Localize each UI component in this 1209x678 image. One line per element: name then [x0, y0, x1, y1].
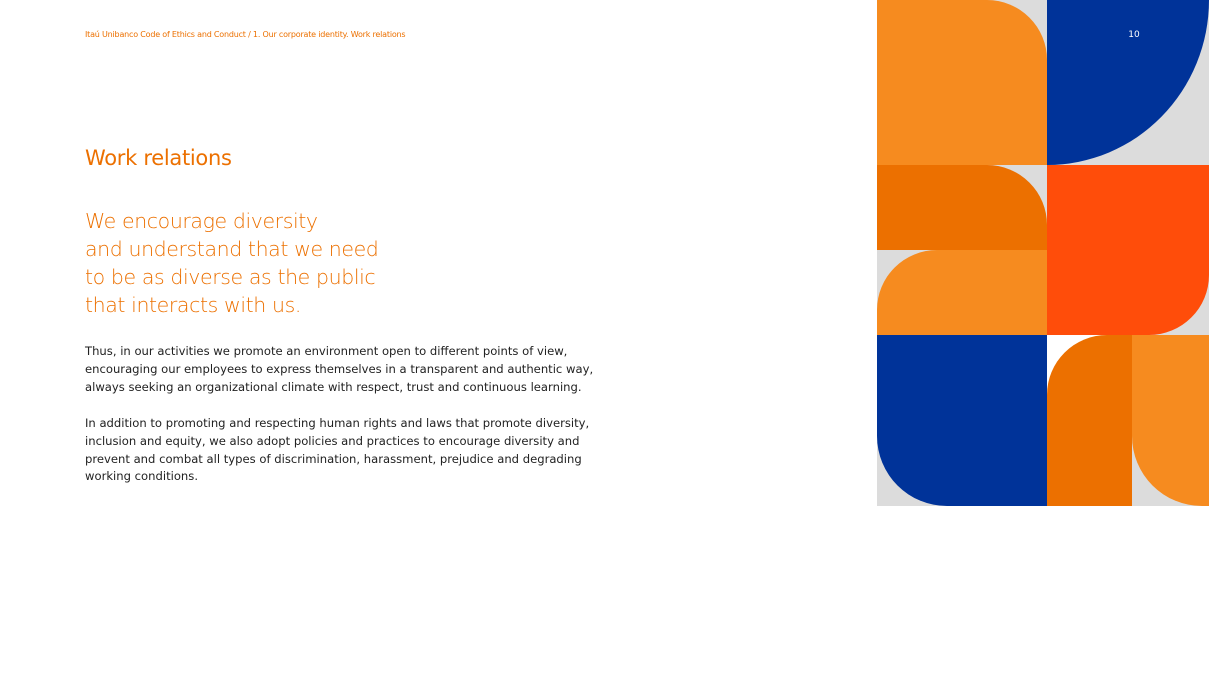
- lead-line: We encourage diversity: [85, 209, 318, 233]
- lead-statement: [85, 207, 405, 319]
- body-paragraph-1: [85, 343, 605, 396]
- orange-tile: [1132, 335, 1209, 506]
- paragraph-line: inclusion and equity, we also adopt policies and practices to encourage diversity and: [85, 433, 580, 448]
- blue-quarter-circle: [1047, 0, 1209, 165]
- paragraph-line: prevent and combat all types of discrimination, harassment, prejudice and degrading: [85, 451, 582, 466]
- orange-tile: [877, 250, 1047, 335]
- red-orange-tile: [1047, 165, 1209, 335]
- page-number: 10: [1128, 30, 1140, 40]
- dark-orange-tile: [1047, 335, 1132, 506]
- paragraph-line: Thus, in our activities we promote an environment open to different points of view,: [85, 344, 568, 358]
- paragraph-line: encouraging our employees to express themselves in a transparent and authentic way,: [85, 361, 594, 376]
- lead-line: to be as diverse as the public: [85, 265, 376, 289]
- lead-line: and understand that we need: [85, 237, 379, 261]
- orange-tile: [877, 0, 1047, 165]
- decorative-graphic: [877, 0, 1209, 506]
- paragraph-line: always seeking an organizational climate with respect, trust and continuous learning.: [85, 379, 582, 394]
- breadcrumb: Itaú Unibanco Code of Ethics and Conduct / 1. Our corporate identity. Work relations: [85, 30, 406, 39]
- paragraph-line: working conditions.: [85, 469, 198, 484]
- lead-line: that interacts with us.: [85, 293, 301, 317]
- body-paragraph-2: [85, 415, 605, 486]
- dark-orange-tile: [877, 165, 1047, 250]
- section-title: Work relations: [85, 146, 232, 170]
- paragraph-line: In addition to promoting and respecting human rights and laws that promote diversity,: [85, 416, 590, 430]
- blue-tile: [877, 335, 1047, 506]
